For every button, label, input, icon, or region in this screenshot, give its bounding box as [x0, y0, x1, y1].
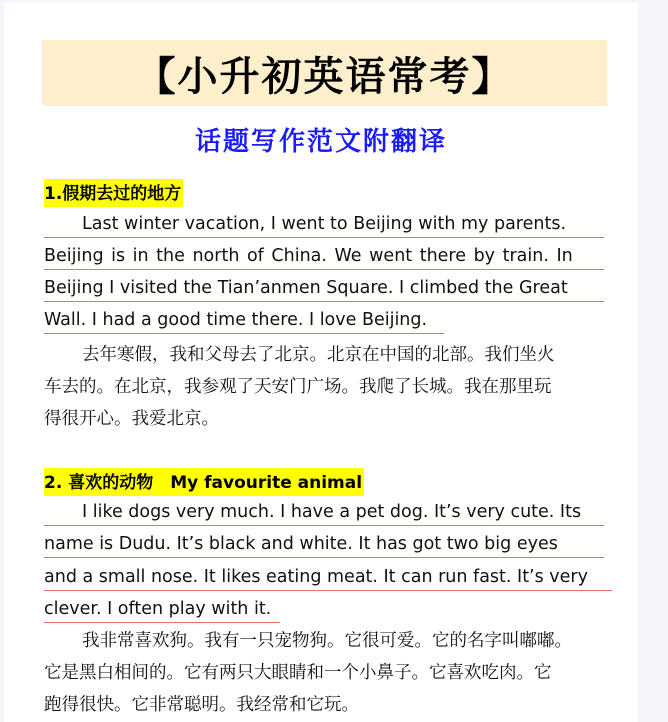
- title-banner: 【小升初英语常考】: [42, 40, 607, 106]
- chinese-line: 跑得很快。它非常聪明。我经常和它玩。: [44, 695, 359, 715]
- english-line: clever. I often play with it.: [44, 596, 280, 623]
- english-line: Last winter vacation, I went to Beijing with my parents.: [44, 211, 604, 238]
- chinese-line: 我非常喜欢狗。我有一只宠物狗。它很可爱。它的名字叫嘟嘟。: [82, 631, 572, 651]
- chinese-line: 它是黑白相间的。它有两只大眼睛和一个小鼻子。它喜欢吃肉。它: [44, 663, 552, 683]
- english-line: name is Dudu. It’s black and white. It has got two big eyes: [44, 531, 604, 558]
- document-page: [4, 3, 638, 722]
- english-line: and a small nose. It likes eating meat. It can run fast. It’s very: [44, 564, 612, 591]
- chinese-line: 得很开心。我爱北京。: [44, 409, 219, 429]
- subtitle: 话题写作范文附翻译: [194, 127, 447, 157]
- section-1-heading: 1.假期去过的地方: [44, 179, 183, 207]
- english-line: Wall. I had a good time there. I love Beijing.: [44, 307, 444, 334]
- chinese-line: 去年寒假，我和父母去了北京。北京在中国的北部。我们坐火: [82, 345, 555, 365]
- chinese-line: 车去的。在北京，我参观了天安门广场。我爬了长城。我在那里玩: [44, 377, 552, 397]
- english-line: Beijing I visited the Tian’anmen Square. I climbed the Great: [44, 275, 604, 302]
- section-2-heading: 2. 喜欢的动物 My favourite animal: [44, 468, 364, 496]
- english-line: Beijing is in the north of China. We went there by train. In: [44, 243, 604, 270]
- english-line: I like dogs very much. I have a pet dog. It’s very cute. Its: [44, 499, 604, 526]
